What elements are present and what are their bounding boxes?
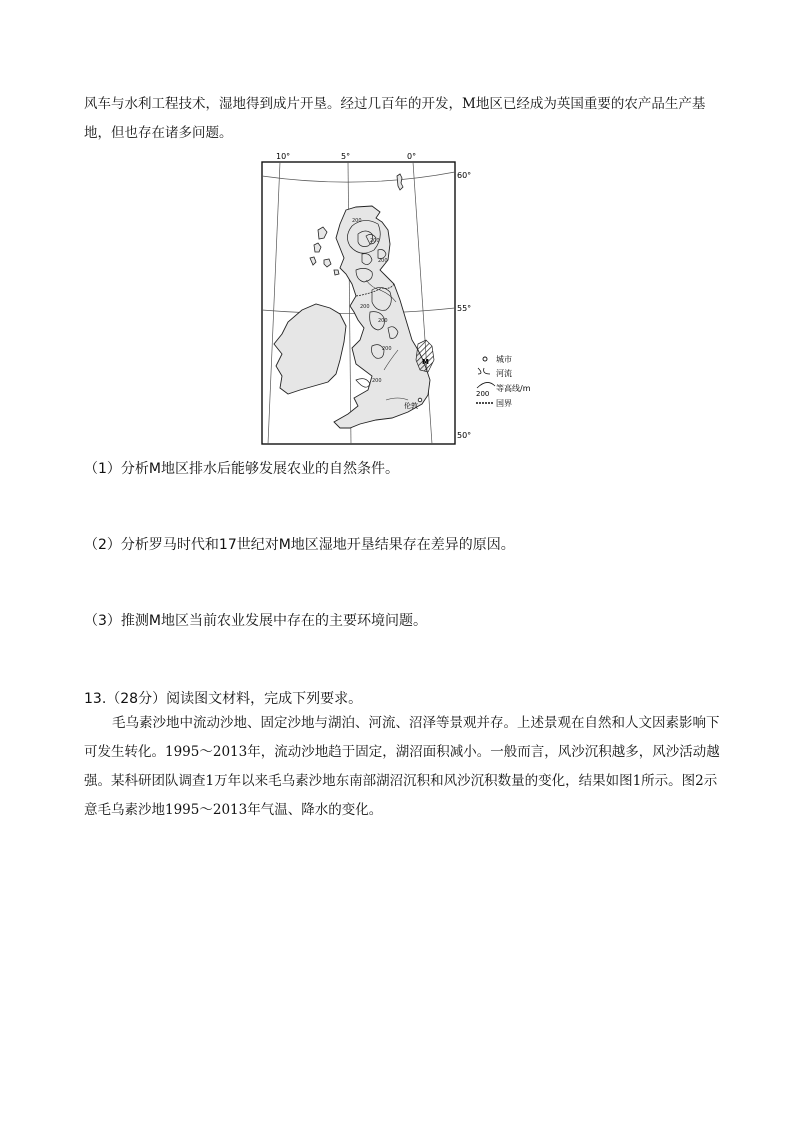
contour-label: 200 bbox=[360, 304, 370, 310]
contour-label: 200 bbox=[352, 218, 362, 224]
ireland-landmass bbox=[274, 304, 346, 394]
shetland-islands bbox=[397, 174, 403, 190]
lat-label-50: 50° bbox=[457, 431, 472, 440]
q13-paragraph: 毛乌素沙地中流动沙地、固定沙地与湖泊、河流、沼泽等景观并存。上述景观在自然和人文因素影响下可发生转化。1995～2013年，流动沙地趋于固定，湖沼面积减小。一般而言，风沙沉积越多，风沙活动越强。某科研团队调查1万年以来毛乌素沙地东南部湖沼沉积和风沙沉积数量的变化，结果如图1所示。图2示意毛乌素沙地1995～2013年气温、降水的变化。 bbox=[84, 715, 720, 818]
m-region bbox=[416, 340, 434, 372]
uk-map-figure bbox=[260, 150, 550, 450]
contour-label: 200 bbox=[378, 318, 388, 324]
intro-paragraph: 风车与水利工程技术，湿地得到成片开垦。经过几百年的开发，M地区已经成为英国重要的农产品生产基地，但也存在诸多问题。 bbox=[84, 96, 706, 141]
london-city-dot bbox=[418, 398, 422, 402]
contour-label: 200 bbox=[372, 378, 382, 384]
legend-contour-sample: 200 bbox=[476, 390, 490, 398]
question-1: （1）分析M地区排水后能够发展农业的自然条件。 bbox=[84, 461, 399, 477]
q13-heading: 13.（28分）阅读图文材料，完成下列要求。 bbox=[84, 691, 363, 707]
contour-label: 200 bbox=[378, 258, 388, 264]
legend-label-city: 城市 bbox=[496, 355, 512, 364]
lat-label-60: 60° bbox=[457, 171, 472, 180]
contour-label: 200 bbox=[382, 346, 392, 352]
question-3: （3）推测M地区当前农业发展中存在的主要环境问题。 bbox=[84, 613, 427, 629]
lon-label-5: 5° bbox=[341, 152, 351, 161]
m-region-label: M bbox=[422, 358, 429, 366]
western-isles bbox=[310, 227, 339, 275]
question-2: （2）分析罗马时代和17世纪对M地区湿地开垦结果存在差异的原因。 bbox=[84, 537, 515, 553]
legend-label-border: 国界 bbox=[496, 399, 512, 408]
river-icon bbox=[478, 368, 490, 374]
contour-label: 200 bbox=[370, 238, 380, 244]
city-dot-icon bbox=[483, 357, 487, 361]
lon-label-10: 10° bbox=[276, 152, 291, 161]
contour-icon bbox=[477, 382, 495, 388]
great-britain-landmass bbox=[334, 206, 430, 428]
lat-label-55: 55° bbox=[457, 304, 472, 313]
legend-label-river: 河流 bbox=[496, 369, 512, 378]
lon-label-0: 0° bbox=[407, 152, 417, 161]
legend-label-contour: 等高线/m bbox=[496, 384, 531, 393]
london-label: 伦敦 bbox=[404, 402, 418, 410]
map-legend bbox=[476, 354, 531, 408]
